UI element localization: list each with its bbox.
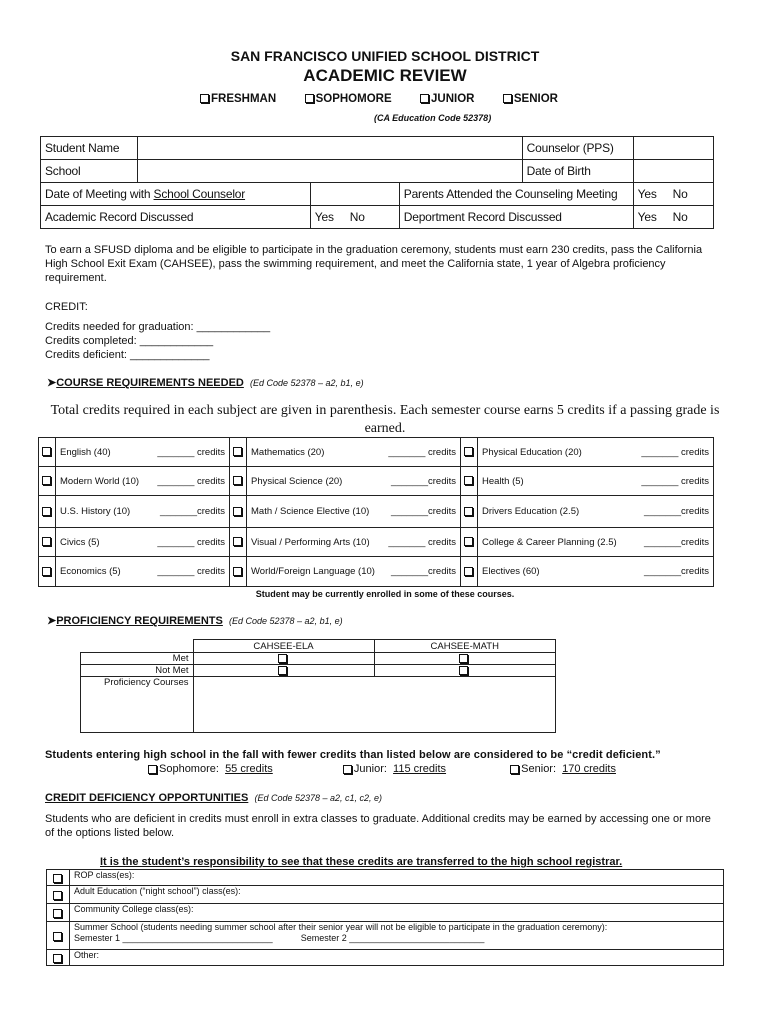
course-math-science-elective: Math / Science Elective (10) _______credits bbox=[247, 496, 461, 528]
course-us-history: U.S. History (10) _______credits bbox=[56, 496, 230, 528]
academic-yes-no[interactable]: Yes No bbox=[310, 206, 399, 229]
opportunities-text: Students who are deficient in credits must enroll in extra classes to graduate. Additional credits may be earned by accessing one or more of the options listed below. bbox=[45, 813, 711, 839]
not-met-label: Not Met bbox=[81, 665, 194, 677]
checkbox-icon bbox=[503, 94, 512, 103]
opportunities-title: CREDIT DEFICIENCY OPPORTUNITIES (Ed Code 52378 – a2, c1, c2, e) bbox=[45, 792, 383, 804]
course-college-career: College & Career Planning (2.5) _______credits bbox=[478, 528, 714, 557]
education-code: (CA Education Code 52378) bbox=[374, 113, 492, 123]
meeting-label: Date of Meeting with School Counselor bbox=[41, 183, 311, 206]
checkbox-icon[interactable] bbox=[464, 507, 473, 516]
checkbox-icon[interactable] bbox=[42, 507, 51, 516]
parents-label: Parents Attended the Counseling Meeting bbox=[399, 183, 633, 206]
checkbox-icon[interactable] bbox=[464, 476, 473, 485]
checkbox-icon[interactable] bbox=[233, 537, 242, 546]
checkbox-icon[interactable] bbox=[53, 954, 62, 963]
course-drivers-education: Drivers Education (2.5) _______credits bbox=[478, 496, 714, 528]
course-health: Health (5) _______ credits bbox=[478, 467, 714, 496]
checkbox-icon[interactable] bbox=[53, 932, 62, 941]
school-label: School bbox=[41, 160, 138, 183]
checkbox-icon[interactable] bbox=[233, 567, 242, 576]
checkbox-icon[interactable] bbox=[42, 537, 51, 546]
course-electives: Electives (60) _______credits bbox=[478, 557, 714, 587]
dob-label: Date of Birth bbox=[522, 160, 633, 183]
proficiency-courses-label: Proficiency Courses bbox=[81, 677, 194, 733]
checkbox-icon[interactable] bbox=[42, 447, 51, 456]
student-name-label: Student Name bbox=[41, 137, 138, 160]
opportunity-adult-ed[interactable]: Adult Education (“night school”) class(es): bbox=[70, 886, 724, 904]
opportunity-rop[interactable]: ROP class(es): bbox=[70, 870, 724, 886]
credit-label: CREDIT: bbox=[45, 301, 88, 313]
grade-checkbox-row bbox=[200, 93, 558, 105]
checkbox-icon[interactable] bbox=[464, 537, 473, 546]
checkbox-icon[interactable] bbox=[278, 654, 287, 663]
credits-completed[interactable]: Credits completed: ____________ bbox=[45, 335, 214, 347]
course-modern-world: Modern World (10) _______ credits bbox=[56, 467, 230, 496]
deportment-label: Deportment Record Discussed bbox=[399, 206, 633, 229]
course-physical-education: Physical Education (20) _______ credits bbox=[478, 438, 714, 467]
school-field[interactable] bbox=[138, 160, 523, 183]
parents-yes-no[interactable]: Yes No bbox=[633, 183, 713, 206]
counselor-field[interactable] bbox=[633, 137, 713, 160]
course-requirements-title: ➤COURSE REQUIREMENTS NEEDED (Ed Code 52378 – a2, b1, e) bbox=[47, 377, 364, 389]
course-economics: Economics (5) _______ credits bbox=[56, 557, 230, 587]
checkbox-icon bbox=[200, 94, 209, 103]
opportunity-other[interactable]: Other: bbox=[70, 950, 724, 966]
checkbox-icon bbox=[305, 94, 314, 103]
grade-sophomore[interactable]: SOPHOMORE bbox=[305, 93, 392, 105]
responsibility-note: It is the student’s responsibility to see that these credits are transferred to the high school registrar. bbox=[100, 856, 623, 868]
page-title: ACADEMIC REVIEW bbox=[303, 66, 467, 85]
cahsee-math-header: CAHSEE-MATH bbox=[374, 640, 556, 653]
credits-deficient[interactable]: Credits deficient: _____________ bbox=[45, 349, 210, 361]
checkbox-icon[interactable] bbox=[459, 654, 468, 663]
checkbox-icon[interactable] bbox=[464, 567, 473, 576]
counselor-label: Counselor (PPS) bbox=[522, 137, 633, 160]
checkbox-icon[interactable] bbox=[459, 666, 468, 675]
intro-paragraph: To earn a SFUSD diploma and be eligible to participate in the graduation ceremony, students must earn 230 credits, pass the California High School Exit Exam (CAHSEE), pass the swimming requirement, and meet the California state, 1 year of Algebra proficiency requirement. bbox=[45, 244, 703, 284]
checkbox-icon[interactable] bbox=[510, 765, 519, 774]
checkbox-icon[interactable] bbox=[233, 447, 242, 456]
proficiency-courses-field[interactable] bbox=[193, 677, 556, 733]
deficient-note: Students entering high school in the fall with fewer credits than listed below are considered to be “credit deficient.” bbox=[45, 749, 661, 761]
deportment-yes-no[interactable]: Yes No bbox=[633, 206, 713, 229]
checkbox-icon[interactable] bbox=[278, 666, 287, 675]
credits-needed[interactable]: Credits needed for graduation: ____________ bbox=[45, 321, 271, 333]
course-visual-performing-arts: Visual / Performing Arts (10) _______ credits bbox=[247, 528, 461, 557]
checkbox-icon[interactable] bbox=[53, 891, 62, 900]
proficiency-table bbox=[80, 639, 556, 733]
checkbox-icon bbox=[420, 94, 429, 103]
course-physical-science: Physical Science (20) _______credits bbox=[247, 467, 461, 496]
checkbox-icon[interactable] bbox=[148, 765, 157, 774]
checkbox-icon[interactable] bbox=[343, 765, 352, 774]
course-grid bbox=[38, 437, 714, 587]
course-english: English (40) _______ credits bbox=[56, 438, 230, 467]
checkbox-icon[interactable] bbox=[233, 507, 242, 516]
course-world-language: World/Foreign Language (10) _______credits bbox=[247, 557, 461, 587]
opportunity-summer-school[interactable]: Summer School (students needing summer school after their senior year will not be eligible to participate in the graduation ceremony): Semester 1 ______________________________ Semester 2 ___________________________ bbox=[70, 922, 724, 950]
academic-label: Academic Record Discussed bbox=[41, 206, 311, 229]
checkbox-icon[interactable] bbox=[42, 476, 51, 485]
checkbox-icon[interactable] bbox=[53, 909, 62, 918]
checkbox-icon[interactable] bbox=[233, 476, 242, 485]
met-label: Met bbox=[81, 653, 194, 665]
cahsee-ela-header: CAHSEE-ELA bbox=[193, 640, 374, 653]
course-footnote: Student may be currently enrolled in some of these courses. bbox=[255, 589, 515, 599]
arrow-icon: ➤ bbox=[47, 377, 57, 389]
proficiency-title: ➤PROFICIENCY REQUIREMENTS (Ed Code 52378 – a2, b1, e) bbox=[47, 615, 343, 627]
grade-freshman[interactable]: FRESHMAN bbox=[200, 93, 276, 105]
district-name: SAN FRANCISCO UNIFIED SCHOOL DISTRICT bbox=[230, 48, 540, 64]
checkbox-icon[interactable] bbox=[464, 447, 473, 456]
opportunities-table bbox=[46, 869, 724, 966]
grade-junior[interactable]: JUNIOR bbox=[420, 93, 474, 105]
arrow-icon: ➤ bbox=[47, 615, 57, 627]
meeting-date-field[interactable] bbox=[310, 183, 399, 206]
student-info-table bbox=[40, 136, 714, 229]
grade-senior[interactable]: SENIOR bbox=[503, 93, 558, 105]
course-mathematics: Mathematics (20) _______ credits bbox=[247, 438, 461, 467]
dob-field[interactable] bbox=[633, 160, 713, 183]
deficient-thresholds: Sophomore: 55 credits Junior: 115 credits Senior: 170 credits bbox=[148, 763, 616, 775]
student-name-field[interactable] bbox=[138, 137, 523, 160]
course-civics: Civics (5) _______ credits bbox=[56, 528, 230, 557]
checkbox-icon[interactable] bbox=[53, 874, 62, 883]
opportunity-community-college[interactable]: Community College class(es): bbox=[70, 904, 724, 922]
course-note: Total credits required in each subject are given in parenthesis. Each semester course earns 5 credits if a passing grade is earned. bbox=[50, 403, 720, 436]
checkbox-icon[interactable] bbox=[42, 567, 51, 576]
